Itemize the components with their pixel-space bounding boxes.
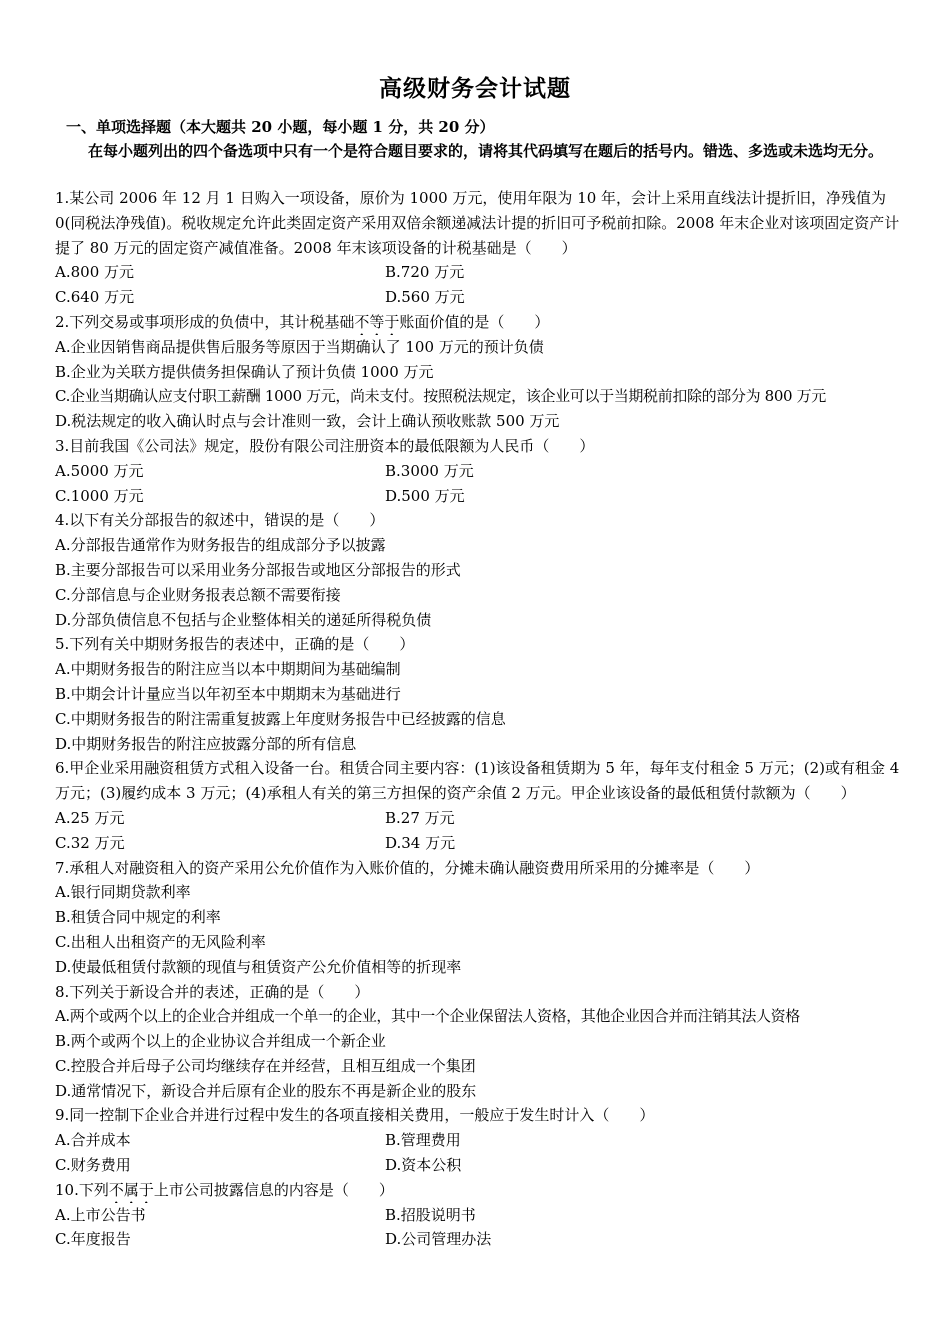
question-8-stem: 8.下列关于新设合并的表述，正确的是（ ） — [55, 982, 370, 1001]
question-9-stem: 9.同一控制下企业合并进行过程中发生的各项直接相关费用，一般应于发生时计入（ ） — [55, 1106, 655, 1125]
section-heading: 一、单项选择题（本大题共 20 小题，每小题 1 分，共 20 分） — [66, 118, 495, 136]
option-a: A.企业因销售商品提供售后服务等原因于当期确认了 100 万元的预计负债 — [55, 337, 544, 356]
question-1-stem: 1.某公司 2006 年 12 月 1 日购入一项设备，原价为 1000 万元，使用年限为 10 年，会计上采用直线法计提折旧，净残值为 0(同税法净残值)。税收规定允许此类固定资产采用双倍余额递减法计提的折旧可予税前扣除。2008 年末企业对该项固定资产计提了 80 万元的固定资产减值准备。2008 年末该项设备的计税基础是（ ） — [55, 189, 900, 257]
option-b: B.3000 万元 — [385, 461, 474, 480]
option-c: C.32 万元 — [55, 833, 125, 852]
option-d: D.分部负债信息不包括与企业整体相关的递延所得税负债 — [55, 610, 432, 629]
question-1-options — [55, 260, 903, 285]
question-6-options-2 — [55, 831, 903, 856]
option-a: A.中期财务报告的附注应当以本中期期间为基础编制 — [55, 660, 401, 679]
option-a: A.800 万元 — [55, 263, 134, 282]
question-10-options-2 — [55, 1227, 903, 1252]
option-b: B.两个或两个以上的企业协议合并组成一个新企业 — [55, 1032, 386, 1051]
option-d: D.税法规定的收入确认时点与会计准则一致，会计上确认预收账款 500 万元 — [55, 412, 560, 431]
option-c: C.财务费用 — [55, 1156, 131, 1175]
option-d: D.560 万元 — [385, 288, 465, 307]
option-c: C.中期财务报告的附注需重复披露上年度财务报告中已经披露的信息 — [55, 709, 506, 728]
option-c: C.控股合并后母子公司均继续存在并经营，且相互组成一个集团 — [55, 1056, 476, 1075]
question-10-options — [55, 1203, 903, 1228]
option-b: B.主要分部报告可以采用业务分部报告或地区分部报告的形式 — [55, 560, 461, 579]
option-c: C.企业当期确认应支付职工薪酬 1000 万元，尚未支付。按照税法规定，该企业可以于当期税前扣除的部分为 800 万元 — [55, 387, 826, 406]
option-d: D.500 万元 — [385, 486, 465, 505]
question-4-stem: 4.以下有关分部报告的叙述中，错误的是（ ） — [55, 511, 385, 530]
option-b: B.招股说明书 — [385, 1205, 476, 1224]
question-3-options-2 — [55, 484, 903, 509]
option-a: A.上市公告书 — [55, 1205, 146, 1224]
option-d: D.使最低租赁付款额的现值与租赁资产公允价值相等的折现率 — [55, 957, 462, 976]
option-c: C.年度报告 — [55, 1230, 131, 1249]
section-instructions: 在每小题列出的四个备选项中只有一个是符合题目要求的，请将其代码填写在题后的括号内。错选、多选或未选均无分。 — [88, 142, 884, 160]
option-c: C.分部信息与企业财务报表总额不需要衔接 — [55, 585, 341, 604]
option-a: A.两个或两个以上的企业合并组成一个单一的企业，其中一个企业保留法人资格，其他企业因合并而注销其法人资格 — [55, 1007, 800, 1026]
option-b: B.租赁合同中规定的利率 — [55, 908, 221, 927]
option-b: B.管理费用 — [385, 1131, 461, 1150]
question-6-options — [55, 806, 903, 831]
question-9-options-2 — [55, 1153, 903, 1178]
question-10-stem: 10.下列不属于上市公司披露信息的内容是（ ） — [55, 1180, 394, 1199]
option-b: B.720 万元 — [385, 263, 465, 282]
option-b: B.企业为关联方提供债务担保确认了预计负债 1000 万元 — [55, 362, 434, 381]
question-3-stem: 3.目前我国《公司法》规定，股份有限公司注册资本的最低限额为人民币（ ） — [55, 436, 595, 455]
option-b: B.中期会计计量应当以年初至本中期期末为基础进行 — [55, 684, 401, 703]
option-c: C.1000 万元 — [55, 486, 144, 505]
page-title: 高级财务会计试题 — [379, 75, 571, 102]
option-a: A.5000 万元 — [55, 461, 144, 480]
option-a: A.25 万元 — [55, 808, 125, 827]
question-2-stem: 2.下列交易或事项形成的负债中，其计税基础不等于账面价值的是（ ） — [55, 312, 550, 331]
option-b: B.27 万元 — [385, 808, 455, 827]
option-d: D.通常情况下，新设合并后原有企业的股东不再是新企业的股东 — [55, 1081, 477, 1100]
option-d: D.34 万元 — [385, 833, 456, 852]
question-6-stem: 6.甲企业采用融资租赁方式租入设备一台。租赁合同主要内容：(1)该设备租赁期为 5 年，每年支付租金 5 万元；(2)或有租金 4 万元；(3)履约成本 3 万元；(4)承租人有关的第三方担保的资产余值 2 万元。甲企业该设备的最低租赁付款额为（ ） — [55, 759, 900, 803]
question-1-options-2 — [55, 285, 903, 310]
option-d: D.中期财务报告的附注应披露分部的所有信息 — [55, 734, 357, 753]
option-a: A.合并成本 — [55, 1131, 131, 1150]
option-c: C.640 万元 — [55, 288, 135, 307]
option-d: D.公司管理办法 — [385, 1230, 492, 1249]
question-9-options — [55, 1128, 903, 1153]
option-c: C.出租人出租资产的无风险利率 — [55, 932, 266, 951]
question-list — [55, 186, 903, 1252]
question-7-stem: 7.承租人对融资租入的资产采用公允价值作为入账价值的，分摊未确认融资费用所采用的分摊率是（ ） — [55, 858, 760, 877]
option-a: A.银行同期贷款利率 — [55, 883, 191, 902]
question-5-stem: 5.下列有关中期财务报告的表述中，正确的是（ ） — [55, 635, 415, 654]
emphasis-mark: 不属于 — [108, 1180, 154, 1199]
emphasis-mark: 不等于 — [354, 312, 400, 331]
option-d: D.资本公积 — [385, 1156, 462, 1175]
option-a: A.分部报告通常作为财务报告的组成部分予以披露 — [55, 536, 386, 555]
question-3-options — [55, 459, 903, 484]
